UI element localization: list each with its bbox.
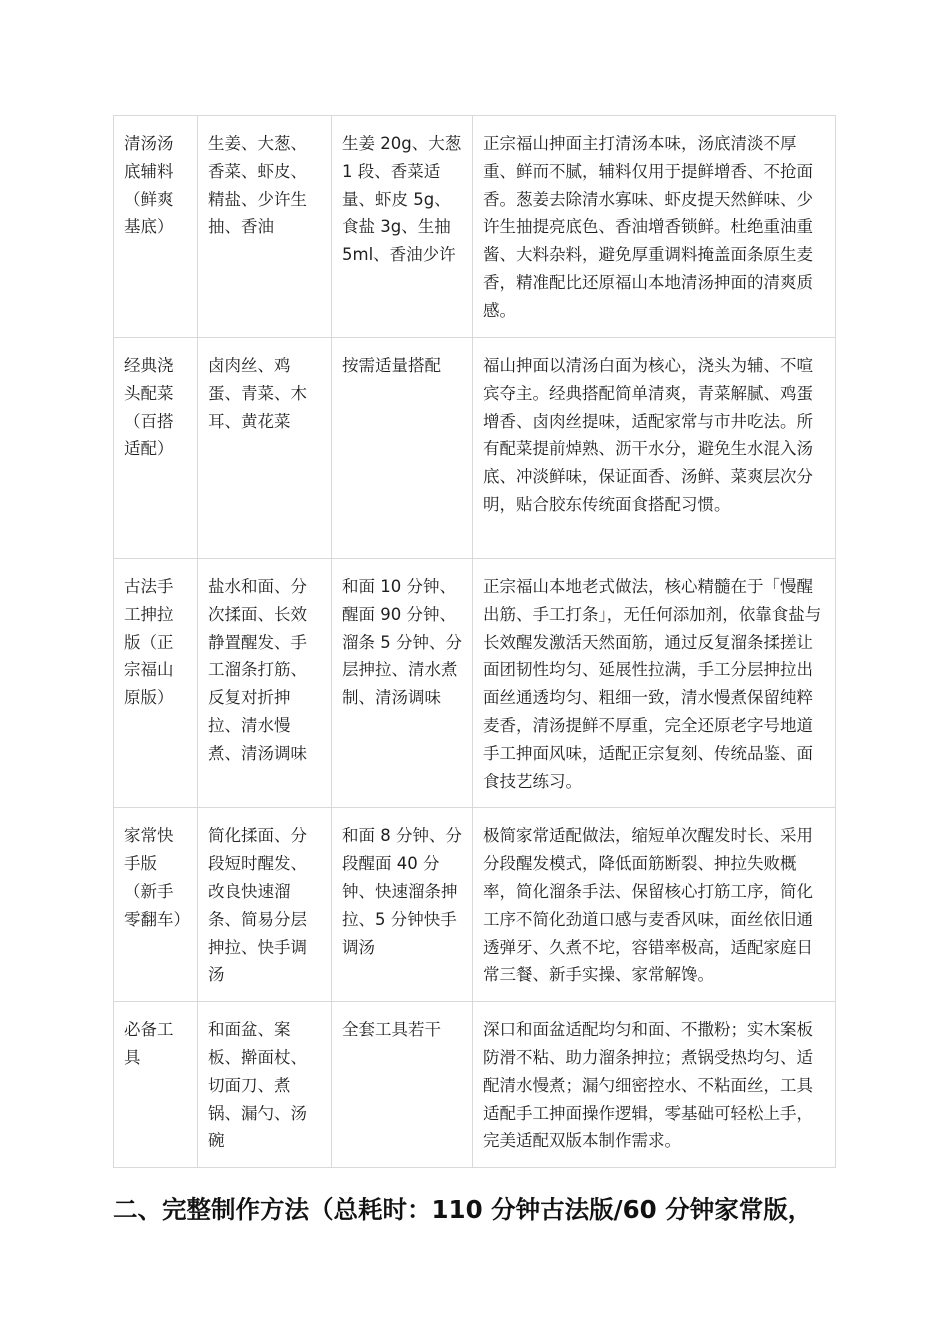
table-row (114, 808, 836, 1002)
cell-ingredients: 和面盆、案板、擀面杖、切面刀、煮锅、漏勺、汤碗 (198, 1002, 332, 1168)
cell-amount: 全套工具若干 (332, 1002, 473, 1168)
section-heading: 二、完整制作方法（总耗时：110 分钟古法版/60 分钟家常版， (113, 1195, 813, 1224)
cell-ingredients: 简化揉面、分段短时醒发、改良快速溜条、简易分层抻拉、快手调汤 (198, 808, 332, 1002)
cell-note: 正宗福山本地老式做法，核心精髓在于「慢醒出筋、手工打条」，无任何添加剂，依靠食盐与长效醒发激活天然面筋，通过反复溜条揉搓让面团韧性均匀、延展性拉满，手工分层抻拉出面丝通透均匀、粗细一致，清水慢煮保留纯粹麦香，清汤提鲜不厚重，完全还原老字号地道手工抻面风味，适配正宗复刻、传统品鉴、面食技艺练习。 (473, 559, 836, 808)
cell-amount: 和面 10 分钟、醒面 90 分钟、溜条 5 分钟、分层抻拉、清水煮制、清汤调味 (332, 559, 473, 808)
cell-item: 古法手工抻拉版（正宗福山原版） (114, 559, 198, 808)
cell-ingredients: 生姜、大葱、香菜、虾皮、精盐、少许生抽、香油 (198, 116, 332, 338)
cell-note: 福山抻面以清汤白面为核心，浇头为辅、不喧宾夺主。经典搭配简单清爽，青菜解腻、鸡蛋增香、卤肉丝提味，适配家常与市井吃法。所有配菜提前焯熟、沥干水分，避免生水混入汤底、冲淡鲜味，保证面香、汤鲜、菜爽层次分明，贴合胶东传统面食搭配习惯。 (473, 338, 836, 559)
cell-note: 正宗福山抻面主打清汤本味，汤底清淡不厚重、鲜而不腻，辅料仅用于提鲜增香、不抢面香。葱姜去除清水寡味、虾皮提天然鲜味、少许生抽提亮底色、香油增香锁鲜。杜绝重油重酱、大料杂料，避免厚重调料掩盖面条原生麦香，精准配比还原福山本地清汤抻面的清爽质感。 (473, 116, 836, 338)
cell-item: 清汤汤底辅料（鲜爽基底） (114, 116, 198, 338)
cell-amount: 和面 8 分钟、分段醒面 40 分钟、快速溜条抻拉、5 分钟快手调汤 (332, 808, 473, 1002)
table-row (114, 1002, 836, 1168)
cell-note: 极简家常适配做法，缩短单次醒发时长、采用分段醒发模式，降低面筋断裂、抻拉失败概率，简化溜条手法、保留核心打筋工序，简化工序不简化劲道口感与麦香风味，面丝依旧通透弹牙、久煮不坨，容错率极高，适配家庭日常三餐、新手实操、家常解馋。 (473, 808, 836, 1002)
table-row (114, 338, 836, 559)
cell-amount: 生姜 20g、大葱 1 段、香菜适量、虾皮 5g、食盐 3g、生抽 5ml、香油少许 (332, 116, 473, 338)
ingredients-table (113, 115, 836, 1168)
cell-ingredients: 卤肉丝、鸡蛋、青菜、木耳、黄花菜 (198, 338, 332, 559)
table-row (114, 116, 836, 338)
cell-item: 家常快手版（新手零翻车） (114, 808, 198, 1002)
table-row (114, 559, 836, 808)
cell-note: 深口和面盆适配均匀和面、不撒粉；实木案板防滑不粘、助力溜条抻拉；煮锅受热均匀、适配清水慢煮；漏勺细密控水、不粘面丝，工具适配手工抻面操作逻辑，零基础可轻松上手，完美适配双版本制作需求。 (473, 1002, 836, 1168)
cell-item: 必备工具 (114, 1002, 198, 1168)
cell-ingredients: 盐水和面、分次揉面、长效静置醒发、手工溜条打筋、反复对折抻拉、清水慢煮、清汤调味 (198, 559, 332, 808)
cell-amount: 按需适量搭配 (332, 338, 473, 559)
cell-item: 经典浇头配菜（百搭适配） (114, 338, 198, 559)
